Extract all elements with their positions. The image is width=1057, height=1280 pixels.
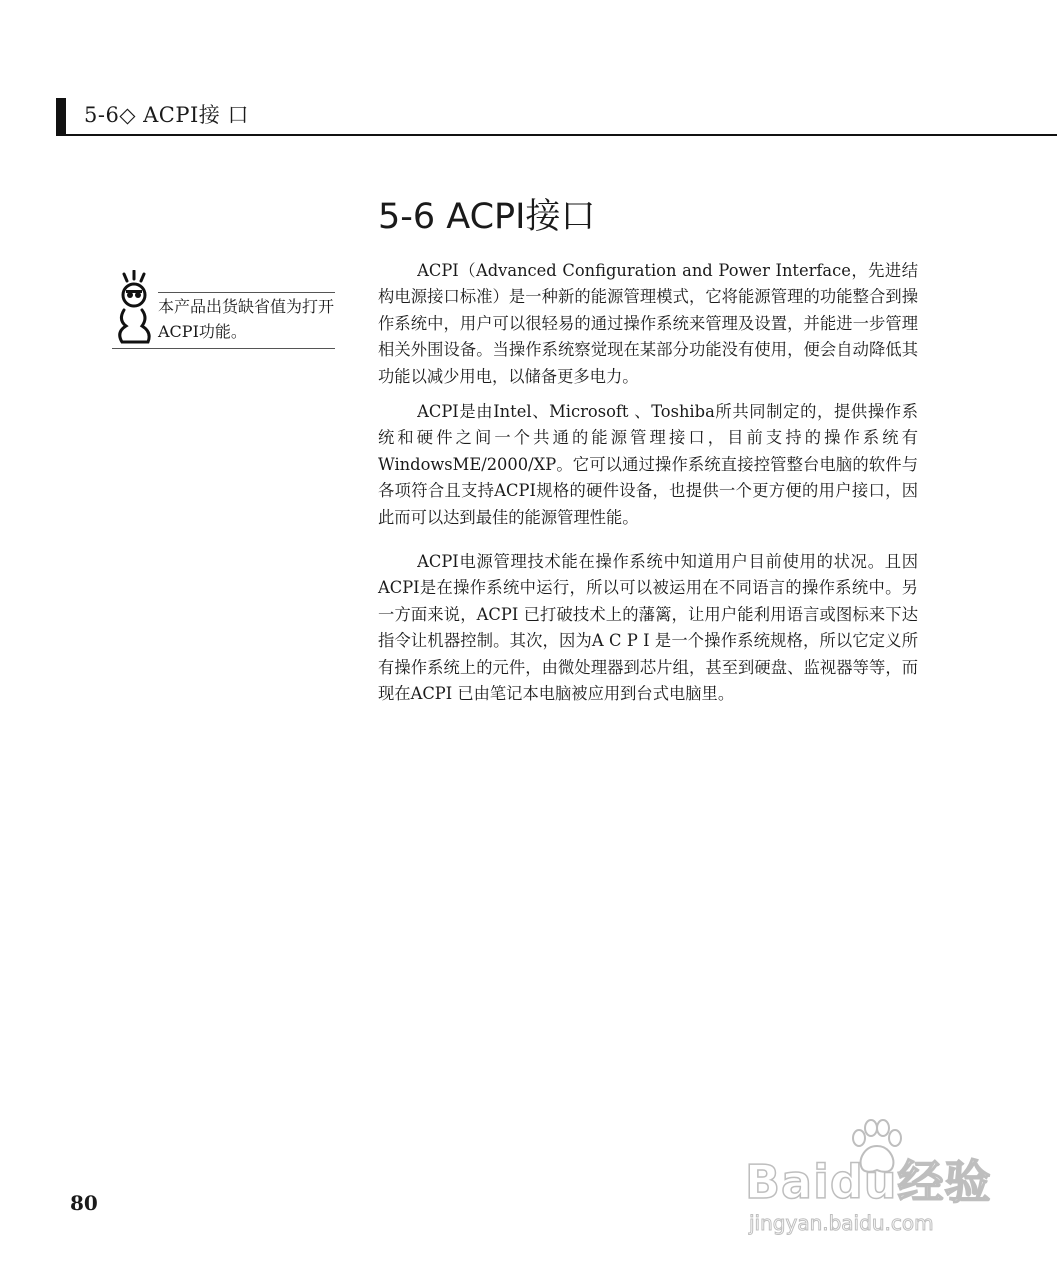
header-rule [66, 134, 1057, 136]
tip-figure-icon [112, 270, 158, 344]
paragraph-1: ACPI（Advanced Configuration and Power Interface，先进结构电源接口标准）是一种新的能源管理模式，它将能源管理的功能整合到操作系统中，用户可以很轻易的通过操作系统来管理及设置，并能进一步管理相关外围设备。当操作系统察觉现在某部分功能没有使用，便会自动降低其功能以减少用电，以储备更多电力。 [378, 261, 918, 386]
baidu-watermark [745, 1118, 1015, 1243]
watermark-url: jingyan.baidu.com [749, 1211, 934, 1235]
section-title: 5-6 ACPI接口 [378, 197, 596, 237]
running-header: 5-6◇ ACPI接 口 [84, 103, 249, 127]
note-text: 本产品出货缺省值为打开ACPI功能。 [158, 297, 335, 341]
note-top-rule [158, 292, 335, 293]
paragraph-2: ACPI是由Intel、Microsoft 、Toshiba所共同制定的，提供操作系统和硬件之间一个共通的能源管理接口，目前支持的操作系统有WindowsME/2000/XP。它可以通过操作系统直接控管整台电脑的软件与各项符合且支持ACPI规格的硬件设备，也提供一个更方便的用户接口，因此而可以达到最佳的能源管理性能。 [378, 402, 918, 527]
paragraph-3: ACPI电源管理技术能在操作系统中知道用户目前使用的状况。且因ACPI是在操作系统中运行，所以可以被运用在不同语言的操作系统中。另一方面来说，ACPI 已打破技术上的藩篱，让用户能利用语言或图标来下达指令让机器控制。其次，因为A C P I 是一个操作系统规格，所以它定义所有操作系统上的元件，由微处理器到芯片组，甚至到硬盘、监视器等等，而现在ACPI 已由笔记本电脑被应用到台式电脑里。 [378, 552, 918, 704]
watermark-brand: Baidu经验 [745, 1155, 992, 1209]
page-number: 80 [70, 1191, 98, 1215]
note-bottom-rule [112, 348, 335, 349]
body-text [378, 258, 918, 717]
header-bar [56, 98, 66, 136]
